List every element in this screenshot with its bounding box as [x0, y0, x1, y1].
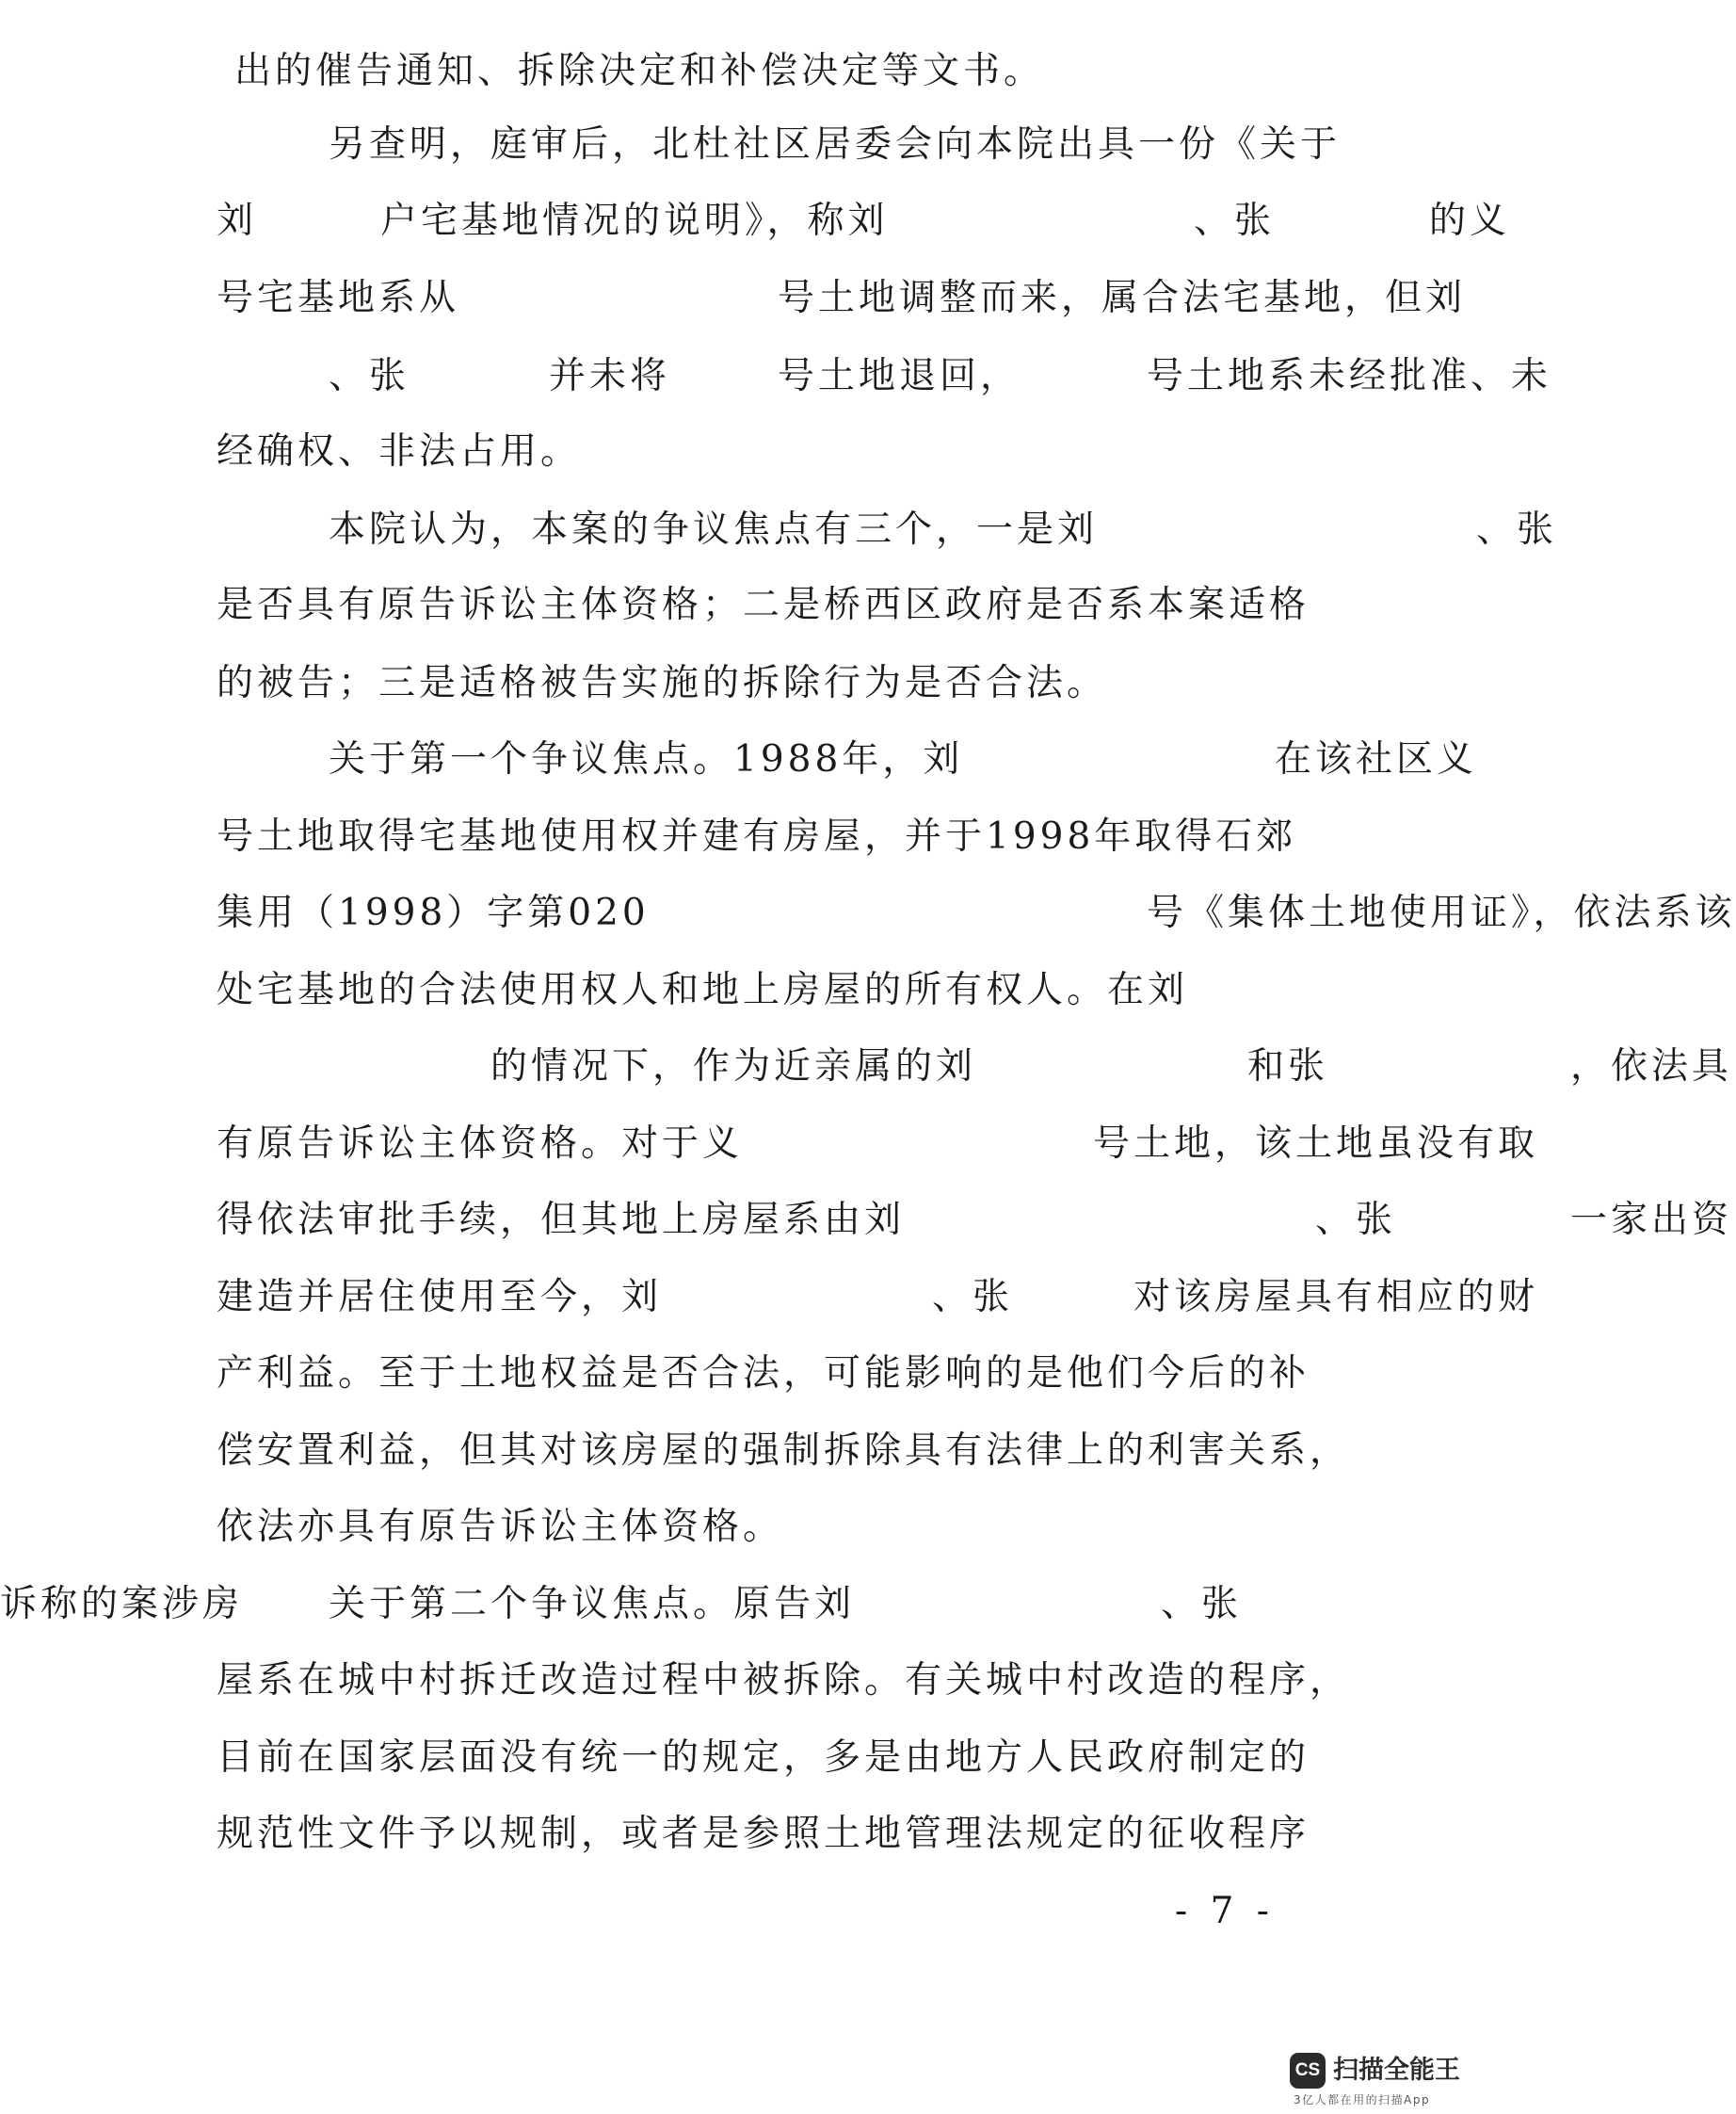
text-segment: 处宅基地的合法使用权人和地上房屋的所有权人。在刘	[217, 969, 1189, 1011]
text-line	[0, 502, 1558, 558]
text-segment: 和张	[1247, 1045, 1329, 1088]
text-segment: 得依法审批手续，但其地上房屋系由刘	[217, 1199, 906, 1241]
text-line	[0, 117, 1494, 173]
text-segment: 户宅基地情况的说明》，称刘	[380, 200, 889, 242]
text-segment: 建造并居住使用至今，刘	[217, 1276, 663, 1318]
text-segment: 在该社区义	[1275, 738, 1478, 781]
text-line	[0, 1269, 1539, 1326]
text-line	[0, 1653, 1494, 1709]
page-number: - 7 -	[1175, 1890, 1275, 1932]
watermark-tagline: 3亿人都在用的扫描App	[1294, 2093, 1431, 2106]
scanner-watermark	[1290, 2053, 1469, 2109]
text-segment: 对该房屋具有相应的财	[1133, 1276, 1539, 1318]
text-line	[0, 43, 1494, 100]
text-segment: 号土地，该土地虽没有取	[1093, 1122, 1539, 1165]
text-segment: 一家出资	[1570, 1199, 1733, 1241]
text-line	[0, 1039, 1733, 1095]
text-segment: 的义	[1429, 200, 1511, 242]
text-segment: 出的催告通知、拆除决定和补偿决定等文书。	[234, 50, 1045, 92]
text-line	[0, 348, 1552, 405]
text-segment: 号土地取得宅基地使用权并建有房屋，并于1998年取得石郊	[217, 815, 1297, 858]
text-segment: 经确权、非法占用。	[217, 430, 582, 473]
text-segment: ，依法具	[1570, 1045, 1733, 1088]
text-line	[0, 193, 1511, 250]
watermark-app-name: 扫描全能王	[1333, 2056, 1460, 2085]
text-line	[0, 732, 1494, 788]
text-segment: 号土地退回，	[778, 355, 1021, 397]
text-segment: 目前在国家层面没有统一的规定，多是由地方人民政府制定的	[217, 1736, 1310, 1779]
text-segment: 依法亦具有原告诉讼主体资格。	[217, 1506, 784, 1548]
text-segment: 号土地调整而来，属合法宅基地，但刘	[778, 277, 1467, 319]
text-line	[0, 655, 1494, 712]
text-line	[0, 1576, 1494, 1633]
text-line	[0, 1192, 1733, 1249]
text-segment: 的情况下，作为近亲属的刘	[490, 1045, 977, 1088]
text-segment: 有原告诉讼主体资格。对于义	[217, 1122, 744, 1165]
text-line	[0, 885, 1736, 942]
text-line	[0, 577, 1494, 634]
text-line	[0, 1116, 1539, 1172]
text-segment: 并未将	[549, 355, 671, 397]
text-line	[0, 1730, 1494, 1786]
text-segment: 、张	[1476, 508, 1558, 551]
text-segment: 诉称的案涉房	[0, 1583, 244, 1625]
text-segment: 本院认为，本案的争议焦点有三个，一是刘	[329, 508, 1099, 551]
text-segment: 的被告；三是适格被告实施的拆除行为是否合法。	[217, 662, 1108, 704]
text-line	[0, 1806, 1494, 1863]
text-segment: 刘	[217, 200, 258, 242]
text-segment: 关于第一个争议焦点。1988年，刘	[329, 738, 964, 781]
text-segment: 规范性文件予以规制，或者是参照土地管理法规定的征收程序	[217, 1813, 1310, 1855]
text-segment: 集用（1998）字第020	[217, 892, 650, 934]
text-segment: 号宅基地系从	[217, 277, 460, 319]
text-line	[0, 1346, 1494, 1402]
text-segment: 另查明，庭审后，北杜社区居委会向本院出具一份《关于	[329, 123, 1342, 166]
text-line	[0, 270, 1494, 327]
text-segment: 号《集体土地使用证》，依法系该	[1147, 892, 1736, 934]
text-segment: 、张	[932, 1276, 1014, 1318]
text-segment: 、张	[1194, 200, 1276, 242]
text-segment: 、张	[329, 355, 410, 397]
text-segment: 、张	[1161, 1583, 1243, 1625]
text-line	[0, 1499, 1494, 1556]
text-line	[0, 962, 1494, 1019]
camscanner-logo-icon: CS	[1290, 2053, 1326, 2089]
text-line	[0, 809, 1494, 865]
text-segment: 是否具有原告诉讼主体资格；二是桥西区政府是否系本案适格	[217, 584, 1310, 626]
text-line	[0, 424, 1494, 480]
text-segment: 关于第二个争议焦点。原告刘	[329, 1583, 856, 1625]
text-segment: 偿安置利益，但其对该房屋的强制拆除具有法律上的利害关系，	[217, 1429, 1351, 1472]
text-segment: 、张	[1315, 1199, 1397, 1241]
text-segment: 产利益。至于土地权益是否合法，可能影响的是他们今后的补	[217, 1352, 1310, 1395]
text-segment: 屋系在城中村拆迁改造过程中被拆除。有关城中村改造的程序，	[217, 1659, 1351, 1702]
text-segment: 号土地系未经批准、未	[1147, 355, 1552, 397]
text-line	[0, 1423, 1494, 1479]
